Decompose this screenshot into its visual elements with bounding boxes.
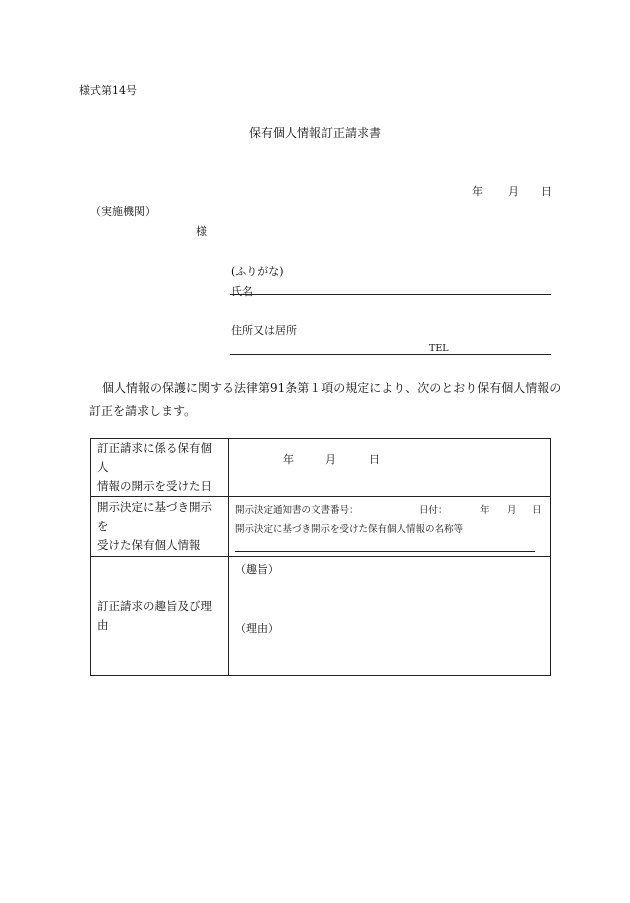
body-text-line1: 個人情報の保護に関する法律第91条第１項の規定により、次のとおり保有個人情報の: [102, 381, 562, 395]
disclosed-info-label-line2: 受けた保有個人情報: [97, 538, 201, 552]
disclosed-info-label-cell: [91, 497, 229, 557]
address-label: 住所又は居所: [231, 324, 297, 337]
notice-number-label: 開示決定通知書の文書番号：: [235, 505, 359, 516]
form-number: 様式第14号: [79, 84, 137, 97]
disclosure-date-label-cell: [91, 439, 229, 497]
notice-year-label: 年: [480, 505, 490, 516]
purpose-reason-value-cell[interactable]: [229, 557, 551, 676]
disclosure-date-value-cell[interactable]: [229, 439, 551, 497]
date-day-label: 日: [541, 185, 552, 198]
disclosure-year-label: 年: [283, 453, 294, 466]
furigana-label: (ふりがな): [231, 265, 284, 278]
table-row: [91, 497, 551, 557]
page-title: 保有個人情報訂正請求書: [248, 126, 381, 140]
request-table: [90, 438, 551, 676]
reason-label: （理由）: [235, 622, 279, 635]
table-row: [91, 439, 551, 497]
body-text-line2: 訂正を請求します。: [89, 404, 197, 418]
purpose-reason-label: 訂正請求の趣旨及び理由: [97, 599, 212, 632]
agency-label: （実施機関）: [90, 205, 156, 218]
name-underline: [230, 294, 551, 295]
notice-month-label: 月: [507, 505, 517, 516]
disclosure-day-label: 日: [369, 453, 380, 466]
disclosure-month-label: 月: [325, 453, 336, 466]
honorific: 様: [196, 225, 207, 238]
date-month-label: 月: [508, 185, 519, 198]
disclosed-info-label-line1: 開示決定に基づき開示を: [97, 500, 212, 533]
table-row: [91, 557, 551, 676]
date-year-label: 年: [472, 185, 483, 198]
purpose-reason-label-cell: [91, 557, 229, 676]
address-underline: [230, 354, 551, 355]
purpose-label: （趣旨）: [235, 563, 279, 576]
disclosure-date-label-line2: 情報の開示を受けた日: [97, 479, 212, 493]
disclosure-date-label-line1: 訂正請求に係る保有個人: [97, 441, 212, 474]
notice-date-label: 日付：: [419, 505, 448, 516]
disclosed-info-value-cell[interactable]: [229, 497, 551, 557]
name-label: 氏名: [231, 285, 253, 298]
tel-label: TEL: [429, 343, 449, 354]
info-name-label: 開示決定に基づき開示を受けた保有個人情報の名称等: [235, 524, 464, 535]
notice-day-label: 日: [532, 505, 542, 516]
info-name-underline: [235, 551, 535, 552]
